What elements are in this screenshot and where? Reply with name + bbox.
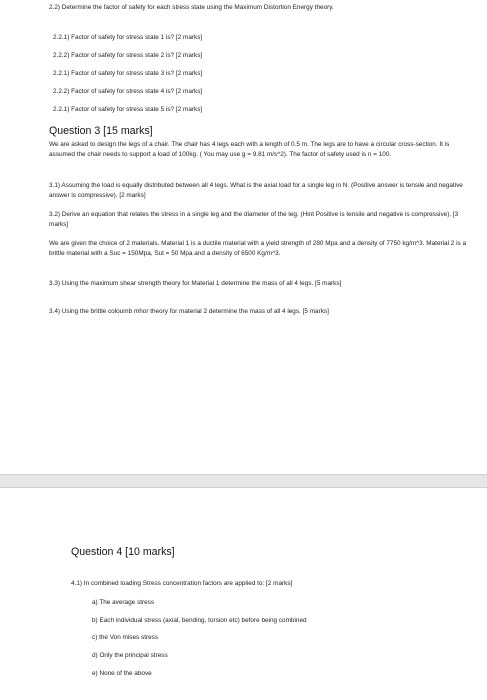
question-3-3: 3.3) Using the maximum shear strength theory for Material 1 determine the mass of all 4 legs. [5 marks] (49, 280, 342, 287)
question-2-2-5-line: 2.2.1) Factor of safety for stress state 5 is? [2 marks] (53, 106, 203, 113)
page-separator-top-edge (0, 474, 487, 475)
page-separator (0, 474, 487, 488)
question-3-4: 3.4) Using the brittle coloumb mhor theory for material 2 determine the mass of all 4 legs. [5 marks] (49, 308, 329, 315)
option-c: c) the Von mises stress (92, 634, 159, 641)
question-3-2: 3.2) Derive an equation that relates the stress in a single leg and the diameter of the leg. (Hint Positive is tensile and negative is compressive). [3 marks] (49, 211, 459, 228)
option-a: a) The average stress (92, 599, 155, 606)
question-3-intro: We are asked to design the legs of a chair. The chair has 4 legs each with a length of 0.5 m. The legs are to have a circular cross-section. It is assumed the chair needs to support a load of 100kg. ( You may use g = 9.81 m/s^2). The factor of safety used is n = 100. (49, 141, 450, 158)
document-page-2 (49, 488, 473, 700)
question-4-1: 4.1) In combined loading Stress concentration factors are applied to: [2 marks] (71, 580, 293, 587)
document-page-1 (49, 0, 473, 474)
question-2-2-1-line: 2.2.1) Factor of safety for stress state 1 is? [2 marks] (53, 34, 203, 41)
option-d: d) Only the principal stress (92, 652, 168, 659)
question-3-heading: Question 3 [15 marks] (49, 125, 153, 137)
question-2-2-intro: 2.2) Determine the factor of safety for each stress state using the Maximum Distortion Energy theory. (49, 4, 334, 11)
question-3-materials: We are given the choice of 2 materials. Material 1 is a ductile material with a yield strength of 280 Mpa and a density of 7750 kg/m^3. Material 2 is a brittle material with a Suc = 150Mpa, Sut = 50 Mpa and a density of 6500 Kg/m^3. (49, 240, 467, 257)
option-b: b) Each individual stress (axial, bending, torsion etc) before being combined (92, 617, 307, 624)
option-e: e) None of the above (92, 670, 152, 677)
question-4-heading: Question 4 [10 marks] (71, 546, 175, 558)
question-2-2-3-line: 2.2.1) Factor of safety for stress state 3 is? [2 marks] (53, 70, 203, 77)
question-2-2-4-line: 2.2.2) Factor of safety for stress state 4 is? [2 marks] (53, 88, 203, 95)
question-3-1: 3.1) Assuming the load is equally distributed between all 4 legs. What is the axial load for a single leg in N. (Positive answer is tensile and negative answer is compressive). [2 marks] (49, 182, 463, 199)
question-2-2-2-line: 2.2.2) Factor of safety for stress state 2 is? [2 marks] (53, 52, 203, 59)
